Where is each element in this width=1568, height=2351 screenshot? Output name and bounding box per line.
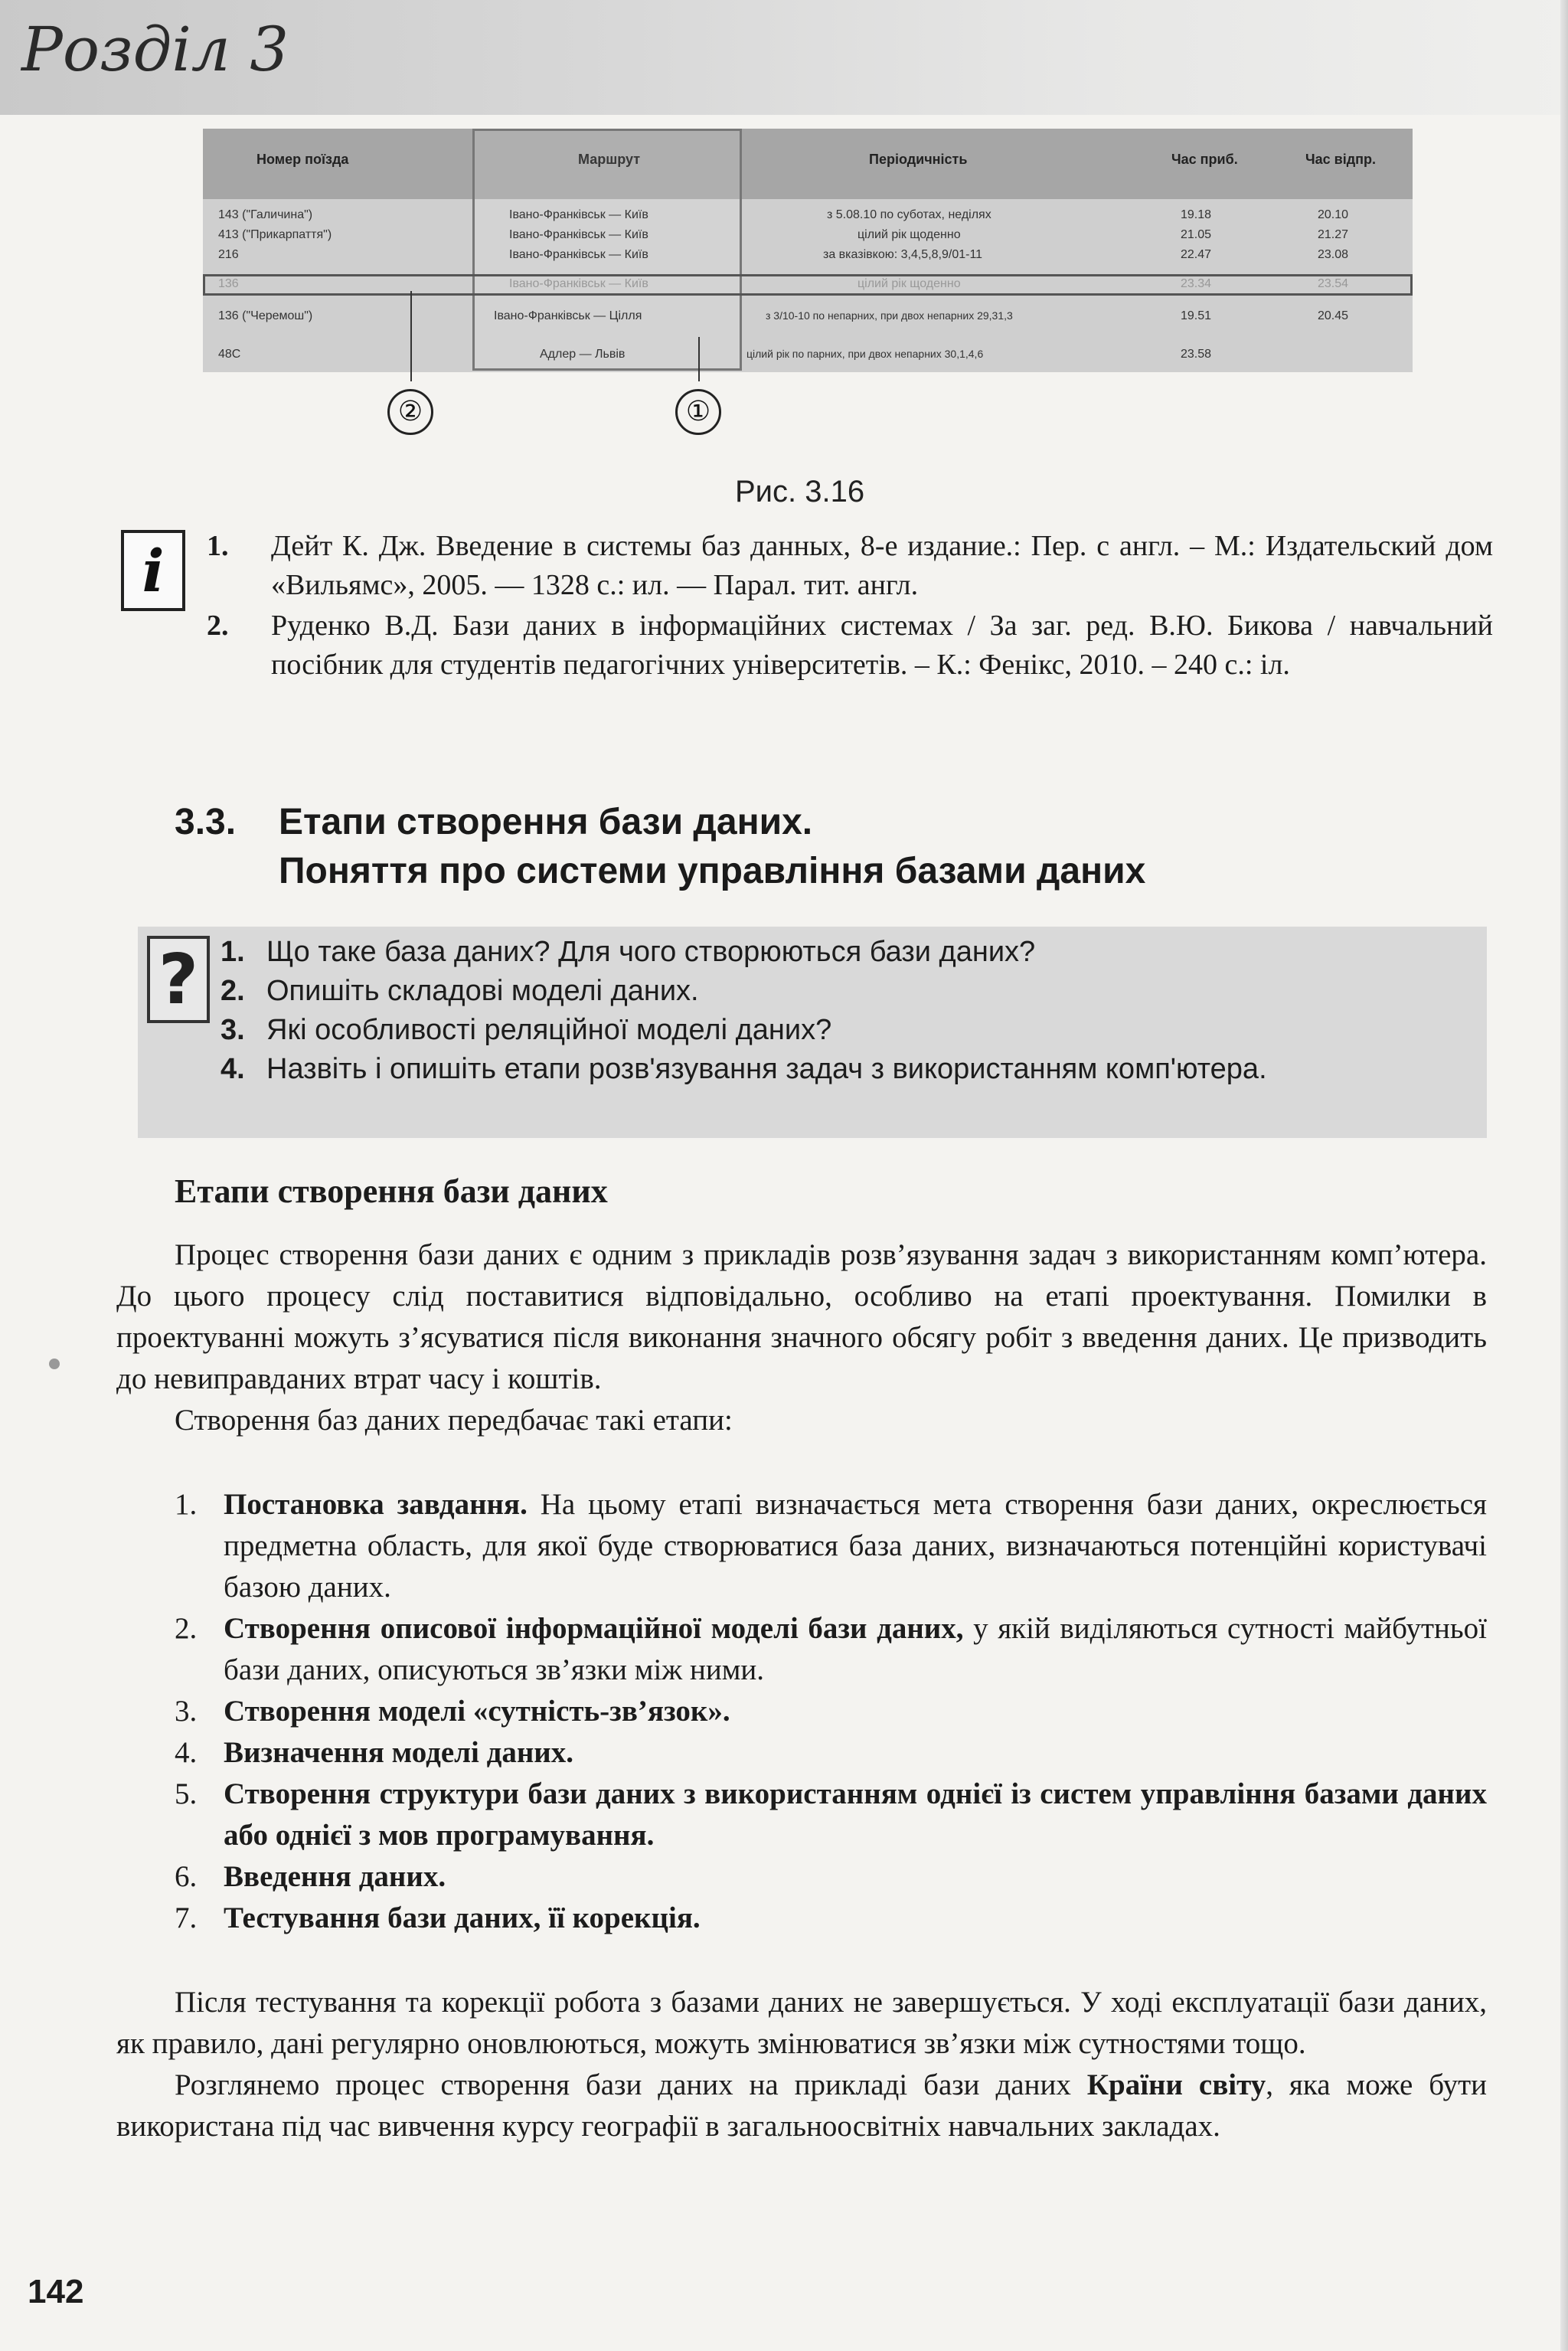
final-paragraph-end: , яка може бути використана під час вивчення курсу географії в загальноосвітніх навчальних закладах. [116,2068,1488,2143]
callout-1-line [698,337,700,381]
arrival-cell: 19.18 [1181,208,1212,221]
col-header-arrival: Час приб. [1171,152,1238,167]
question-number: 2. [220,975,245,1007]
arrival-cell: 19.51 [1181,309,1212,322]
questions-box [138,927,1487,1138]
period-cell: цілий рік щоденно [858,228,961,241]
period-cell: з 3/10-10 по непарних, при двох непарних 29,31,3 [766,309,1013,322]
reference-text: Руденко В.Д. Бази даних в інформаційних системах / За заг. ред. В.Ю. Бикова / навчальний посібник для студентів педагогічних університетів. – К.: Фенікс, 2010. – 240 с.: іл. [271,610,1493,681]
step-number: 5. [175,1777,198,1810]
step-number: 4. [175,1736,198,1769]
section-title-line1: Етапи створення бази даних. [279,802,813,842]
period-cell: за вказівкою: 3,4,5,8,9/01-11 [823,248,983,261]
step-item [175,1691,1487,1732]
arrival-cell: 23.58 [1181,348,1212,361]
departure-cell: 20.45 [1318,309,1349,322]
col-header-departure: Час відпр. [1305,152,1377,167]
train-cell: 143 ("Галичина") [218,208,313,221]
table-header [203,129,1413,199]
route-cell: Івано-Франківськ — Київ [509,248,648,261]
route-cell: Івано-Франківськ — Київ [509,277,648,290]
train-cell: 136 ("Черемош") [218,309,313,322]
arrival-cell: 21.05 [1181,228,1212,241]
departure-cell: 23.54 [1318,277,1349,290]
arrival-cell: 22.47 [1181,248,1212,261]
step-number: 6. [175,1860,198,1893]
intro-paragraph [116,1234,1487,1441]
period-cell: цілий рік по парних, при двох непарних 30,1,4,6 [746,348,984,360]
reference-number: 2. [207,610,229,642]
step-number: 7. [175,1901,198,1934]
arrival-cell: 23.34 [1181,277,1212,290]
step-item [175,1484,1487,1608]
reference-number: 1. [207,530,229,562]
question-icon: ? [147,936,210,1023]
question-item [220,972,1468,1011]
section-title-line2: Поняття про системи управління базами даних [279,851,1146,891]
route-cell: Івано-Франківськ — Київ [509,208,648,221]
route-cell: Івано-Франківськ — Київ [509,228,648,241]
row-highlight-frame [203,274,1413,296]
final-paragraph-bold: Країни світу [1086,2068,1266,2101]
steps-list [175,1484,1487,1939]
col-header-train: Номер поїзда [256,152,349,167]
figure-caption: Рис. 3.16 [735,475,865,508]
train-cell: 413 ("Прикарпаття") [218,228,332,241]
step-title: Постановка завдання. [224,1488,528,1521]
steps-intro: Створення баз даних передбачає такі етапи: [175,1404,733,1437]
question-text: Що таке база даних? Для чого створюються бази даних? [266,936,1036,968]
step-title: Тестування бази даних, її корекція. [224,1901,701,1934]
page-number: 142 [28,2273,84,2310]
paragraph-text: Процес створення бази даних є одним з прикладів розв’язування задач з використанням комп’ютера. До цього процесу слід поставитися відповідально, особливо на етапі проектування. Помилки в проектуванні можуть з’ясуватися після виконання значного обсягу робіт з введення даних. Це призводить до невиправданих втрат часу і коштів. [116,1238,1487,1395]
step-title: Створення описової інформаційної моделі бази даних, [224,1612,964,1645]
train-cell: 216 [218,248,239,261]
departure-cell: 23.08 [1318,248,1349,261]
final-paragraph-start: Розглянемо процес створення бази даних на прикладі бази даних [175,2068,1087,2101]
period-cell: з 5.08.10 по суботах, неділях [827,208,991,221]
info-icon: i [121,530,185,611]
step-title: Визначення моделі даних. [224,1736,574,1769]
step-number: 3. [175,1695,198,1728]
departure-cell: 21.27 [1318,228,1349,241]
col-header-period: Періодичність [869,152,968,167]
train-cell: 48С [218,348,241,361]
question-item [220,1011,1468,1050]
question-text: Опишіть складові моделі даних. [266,975,699,1007]
final-paragraph [116,2065,1487,2147]
closing-paragraphs [116,1982,1487,2147]
route-cell: Адлер — Львів [540,348,626,361]
question-text: Які особливості реляційної моделі даних? [266,1014,832,1046]
question-text: Назвіть і опишіть етапи розв'язування задач з використанням комп'ютера. [266,1053,1267,1085]
reference-item [207,527,1493,605]
step-title: Створення структури бази даних з використанням однієї із систем управління базами даних або однієї з мов програмування. [224,1777,1487,1852]
step-item [175,1608,1487,1691]
page-edge [1560,0,1568,2351]
callout-1: ① [675,389,721,435]
step-item [175,1732,1487,1774]
reference-text: Дейт К. Дж. Введение в системы баз данных, 8-е издание.: Пер. с англ. – М.: Издательский дом «Вильямс», 2005. — 1328 с.: ил. — Парал. тит. англ. [271,530,1493,601]
question-item [220,1050,1468,1089]
section-heading [175,798,1145,896]
step-item [175,1774,1487,1856]
step-item [175,1856,1487,1898]
step-text: у якій виділяються сутності майбутньої бази даних, описуються зв’язки між ними. [224,1612,1487,1686]
section-number: 3.3. [175,802,237,842]
question-item [220,933,1468,972]
references-list [207,527,1493,686]
step-title: Введення даних. [224,1860,446,1893]
route-cell: Івано-Франківськ — Цілля [494,309,642,322]
question-number: 4. [220,1053,245,1085]
step-number: 2. [175,1612,198,1645]
step-title: Створення моделі «сутність-зв’язок». [224,1695,730,1728]
callout-2-line [410,291,412,381]
col-header-route: Маршрут [578,152,641,167]
question-number: 1. [220,936,245,968]
questions-list [220,933,1468,1089]
question-number: 3. [220,1014,245,1046]
step-text: На цьому етапі визначається мета створення бази даних, окреслюється предметна область, для якої буде створюватися база даних, визначаються потенційні користувачі базою даних. [224,1488,1487,1604]
subheading: Етапи створення бази даних [175,1172,608,1210]
paragraph-text: Після тестування та корекції робота з базами даних не завершується. У ході експлуатації бази даних, як правило, дані регулярно оновлюються, можуть змінюватися зв’язки між сутностями тощо. [116,1986,1487,2060]
callout-2: ② [387,389,433,435]
period-cell: цілий рік щоденно [858,277,961,290]
departure-cell: 20.10 [1318,208,1349,221]
train-cell: 136 [218,277,239,290]
margin-mark [49,1359,60,1369]
reference-item [207,607,1493,685]
step-item [175,1898,1487,1939]
step-number: 1. [175,1488,198,1521]
section-label: Розділ 3 [21,14,289,85]
timetable-figure [203,129,1413,372]
